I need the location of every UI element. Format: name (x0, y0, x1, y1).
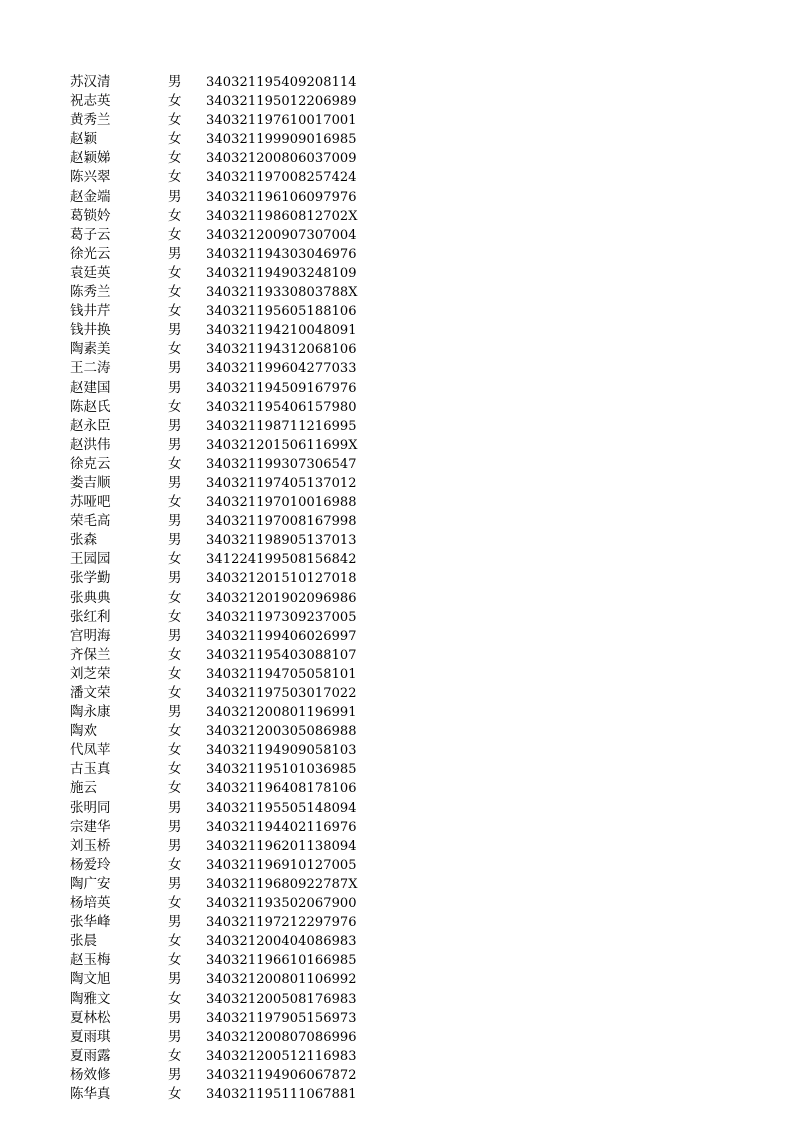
gender-cell: 男 (168, 417, 182, 434)
id-number-cell: 340321195101036985 (206, 762, 357, 778)
id-number-cell: 34032119860812702X (206, 208, 358, 224)
gender-cell: 男 (168, 704, 182, 721)
id-number-cell: 340321200801106992 (206, 972, 357, 988)
gender-cell: 女 (168, 112, 182, 129)
id-number-cell: 340321195409208114 (206, 75, 357, 90)
name-cell: 祝志英 (70, 93, 111, 110)
gender-cell: 男 (168, 818, 182, 835)
table-row (0, 990, 793, 1009)
name-cell: 杨效修 (70, 1066, 111, 1083)
table-row (0, 875, 793, 894)
name-cell: 齐保兰 (70, 646, 111, 663)
gender-cell: 女 (168, 303, 182, 320)
gender-cell: 女 (168, 93, 182, 110)
table-row (0, 73, 793, 92)
id-number-cell: 340321200508176983 (206, 991, 357, 1007)
table-row (0, 932, 793, 951)
name-cell: 徐克云 (70, 455, 111, 472)
gender-cell: 女 (168, 207, 182, 224)
gender-cell: 男 (168, 1009, 182, 1026)
table-row (0, 264, 793, 283)
gender-cell: 男 (168, 570, 182, 587)
table-row (0, 111, 793, 130)
name-cell: 赵金端 (70, 188, 111, 205)
table-row (0, 1066, 793, 1085)
name-cell: 苏汉清 (70, 74, 111, 90)
id-number-cell: 340321200806037009 (206, 151, 357, 167)
id-number-cell: 340321200801196991 (206, 705, 357, 721)
table-row (0, 207, 793, 226)
table-row (0, 760, 793, 779)
id-number-cell: 340321201902096986 (206, 590, 357, 606)
name-cell: 苏哑吧 (70, 494, 111, 511)
table-row (0, 951, 793, 970)
name-cell: 张红利 (70, 608, 111, 625)
name-cell: 张学勤 (70, 570, 111, 587)
gender-cell: 男 (168, 532, 182, 549)
id-number-cell: 340321194210048091 (206, 323, 357, 339)
gender-cell: 女 (168, 742, 182, 759)
id-number-cell: 340321194312068106 (206, 342, 357, 358)
gender-cell: 女 (168, 665, 182, 682)
table-row (0, 512, 793, 531)
gender-cell: 女 (168, 856, 182, 873)
name-cell: 陶广安 (70, 875, 111, 892)
id-number-cell: 340321200404086983 (206, 934, 357, 950)
id-number-cell: 340321194906067872 (206, 1067, 357, 1083)
name-cell: 赵颖 (70, 131, 97, 148)
id-number-cell: 340321195406157980 (206, 399, 357, 415)
name-cell: 徐光云 (70, 245, 111, 262)
name-cell: 杨培英 (70, 895, 111, 912)
id-number-cell: 340321194903248109 (206, 265, 357, 281)
name-cell: 王园园 (70, 551, 111, 568)
gender-cell: 女 (168, 608, 182, 625)
name-cell: 陶欢 (70, 723, 97, 740)
name-cell: 陶素美 (70, 341, 111, 358)
table-row (0, 359, 793, 378)
name-cell: 赵颖娣 (70, 150, 111, 167)
name-cell: 夏雨露 (70, 1047, 111, 1064)
table-row (0, 818, 793, 837)
table-row (0, 550, 793, 569)
name-cell: 张森 (70, 532, 97, 549)
table-row (0, 627, 793, 646)
name-cell: 黄秀兰 (70, 112, 111, 129)
name-cell: 杨爱玲 (70, 856, 111, 873)
name-cell: 赵洪伟 (70, 436, 111, 453)
id-number-cell: 34032119330803788X (206, 285, 358, 301)
gender-cell: 男 (168, 379, 182, 396)
id-number-cell: 34032119680922787X (206, 876, 358, 892)
gender-cell: 女 (168, 341, 182, 358)
id-number-cell: 340321197008167998 (206, 514, 357, 530)
gender-cell: 女 (168, 685, 182, 701)
name-cell: 刘芝荣 (70, 665, 111, 682)
gender-cell: 女 (168, 723, 182, 740)
gender-cell: 男 (168, 513, 182, 530)
gender-cell: 男 (168, 436, 182, 453)
table-row (0, 302, 793, 321)
name-cell: 张明同 (70, 799, 111, 816)
gender-cell: 女 (168, 455, 182, 472)
table-row (0, 436, 793, 455)
name-cell: 潘文荣 (70, 685, 111, 701)
name-cell: 娄吉顺 (70, 474, 111, 491)
id-number-cell: 340321197610017001 (206, 113, 357, 129)
gender-cell: 男 (168, 322, 182, 339)
table-row (0, 799, 793, 818)
name-cell: 夏雨琪 (70, 1028, 111, 1045)
name-cell: 袁廷英 (70, 264, 111, 281)
id-number-cell: 340321199307306547 (206, 456, 357, 472)
roster-table (0, 73, 793, 1104)
table-row (0, 722, 793, 741)
id-number-cell: 340321196106097976 (206, 189, 357, 205)
name-cell: 赵永臣 (70, 417, 111, 434)
id-number-cell: 340321197905156973 (206, 1010, 357, 1026)
table-row (0, 531, 793, 550)
name-cell: 葛锁妗 (70, 207, 111, 224)
name-cell: 赵玉梅 (70, 952, 111, 969)
name-cell: 葛子云 (70, 226, 111, 243)
gender-cell: 女 (168, 1085, 182, 1102)
id-number-cell: 340321200512116983 (206, 1048, 357, 1064)
id-number-cell: 340321196201138094 (206, 838, 357, 854)
table-row (0, 340, 793, 359)
id-number-cell: 340321195012206989 (206, 94, 357, 110)
table-row (0, 226, 793, 245)
gender-cell: 女 (168, 264, 182, 281)
name-cell: 古玉真 (70, 761, 111, 778)
gender-cell: 男 (168, 360, 182, 377)
id-number-cell: 340321198905137013 (206, 533, 357, 549)
table-row (0, 569, 793, 588)
table-row (0, 779, 793, 798)
id-number-cell: 340321200907307004 (206, 227, 357, 243)
name-cell: 陈赵氏 (70, 398, 111, 415)
table-row (0, 856, 793, 875)
gender-cell: 女 (168, 761, 182, 778)
gender-cell: 男 (168, 837, 182, 854)
name-cell: 陶文旭 (70, 971, 111, 988)
name-cell: 张晨 (70, 933, 97, 950)
id-number-cell: 340321195111067881 (206, 1086, 357, 1102)
gender-cell: 女 (168, 169, 182, 186)
gender-cell: 男 (168, 245, 182, 262)
id-number-cell: 340321194509167976 (206, 380, 357, 396)
name-cell: 张典典 (70, 589, 111, 606)
table-row (0, 168, 793, 187)
name-cell: 宗建华 (70, 818, 111, 835)
gender-cell: 女 (168, 895, 182, 912)
name-cell: 钱井换 (70, 322, 111, 339)
id-number-cell: 340321200807086996 (206, 1029, 357, 1045)
name-cell: 张华峰 (70, 914, 111, 931)
id-number-cell: 340321196910127005 (206, 857, 357, 873)
gender-cell: 男 (168, 971, 182, 988)
id-number-cell: 340321197010016988 (206, 495, 357, 511)
name-cell: 夏林松 (70, 1009, 111, 1026)
gender-cell: 男 (168, 1066, 182, 1083)
table-row (0, 188, 793, 207)
id-number-cell: 340321194909058103 (206, 743, 357, 759)
id-number-cell: 341224199508156842 (206, 552, 357, 568)
id-number-cell: 340321200305086988 (206, 724, 357, 740)
name-cell: 陈华真 (70, 1085, 111, 1102)
table-row (0, 283, 793, 302)
gender-cell: 女 (168, 398, 182, 415)
id-number-cell: 34032120150611699X (206, 437, 358, 453)
gender-cell: 女 (168, 131, 182, 148)
table-row (0, 130, 793, 149)
gender-cell: 女 (168, 494, 182, 511)
id-number-cell: 340321197212297976 (206, 915, 357, 931)
id-number-cell: 340321195605188106 (206, 304, 357, 320)
id-number-cell: 340321194402116976 (206, 819, 357, 835)
table-row (0, 455, 793, 474)
table-row (0, 321, 793, 340)
gender-cell: 男 (168, 1028, 182, 1045)
id-number-cell: 340321196610166985 (206, 953, 357, 969)
gender-cell: 男 (168, 627, 182, 644)
name-cell: 荣毛高 (70, 513, 111, 530)
id-number-cell: 340321195505148094 (206, 800, 357, 816)
id-number-cell: 340321194705058101 (206, 666, 357, 682)
gender-cell: 女 (168, 646, 182, 663)
table-row (0, 245, 793, 264)
name-cell: 陈兴翠 (70, 169, 111, 186)
name-cell: 赵建国 (70, 379, 111, 396)
name-cell: 王二涛 (70, 360, 111, 377)
table-row (0, 913, 793, 932)
gender-cell: 男 (168, 875, 182, 892)
table-row (0, 589, 793, 608)
id-number-cell: 340321197503017022 (206, 686, 357, 701)
gender-cell: 男 (168, 74, 182, 90)
gender-cell: 男 (168, 914, 182, 931)
id-number-cell: 340321201510127018 (206, 571, 357, 587)
gender-cell: 女 (168, 589, 182, 606)
id-number-cell: 340321194303046976 (206, 246, 357, 262)
table-row (0, 1047, 793, 1066)
name-cell: 施云 (70, 780, 97, 797)
name-cell: 宫明海 (70, 627, 111, 644)
name-cell: 陈秀兰 (70, 284, 111, 301)
table-row (0, 684, 793, 703)
table-row (0, 1028, 793, 1047)
table-row (0, 379, 793, 398)
name-cell: 刘玉桥 (70, 837, 111, 854)
gender-cell: 女 (168, 952, 182, 969)
gender-cell: 女 (168, 284, 182, 301)
table-row (0, 894, 793, 913)
id-number-cell: 340321199406026997 (206, 628, 357, 644)
id-number-cell: 340321196408178106 (206, 781, 357, 797)
table-row (0, 149, 793, 168)
gender-cell: 男 (168, 188, 182, 205)
gender-cell: 女 (168, 933, 182, 950)
id-number-cell: 340321197405137012 (206, 475, 357, 491)
table-row (0, 703, 793, 722)
gender-cell: 女 (168, 150, 182, 167)
table-row (0, 1085, 793, 1104)
table-row (0, 417, 793, 436)
table-row (0, 741, 793, 760)
gender-cell: 女 (168, 1047, 182, 1064)
table-row (0, 970, 793, 989)
table-row (0, 92, 793, 111)
gender-cell: 男 (168, 799, 182, 816)
gender-cell: 女 (168, 226, 182, 243)
table-row (0, 646, 793, 665)
name-cell: 钱井芹 (70, 303, 111, 320)
id-number-cell: 340321197008257424 (206, 170, 357, 186)
id-number-cell: 340321198711216995 (206, 418, 357, 434)
name-cell: 陶雅文 (70, 990, 111, 1007)
id-number-cell: 340321199909016985 (206, 132, 357, 148)
gender-cell: 女 (168, 990, 182, 1007)
table-row (0, 665, 793, 684)
id-number-cell: 340321195403088107 (206, 647, 357, 663)
table-row (0, 474, 793, 493)
table-row (0, 1009, 793, 1028)
id-number-cell: 340321197309237005 (206, 609, 357, 625)
table-row (0, 837, 793, 856)
gender-cell: 男 (168, 474, 182, 491)
name-cell: 陶永康 (70, 704, 111, 721)
gender-cell: 女 (168, 551, 182, 568)
gender-cell: 女 (168, 780, 182, 797)
id-number-cell: 340321199604277033 (206, 361, 357, 377)
table-row (0, 398, 793, 417)
id-number-cell: 340321193502067900 (206, 896, 357, 912)
name-cell: 代凤苹 (70, 742, 111, 759)
table-row (0, 608, 793, 627)
table-row (0, 493, 793, 512)
